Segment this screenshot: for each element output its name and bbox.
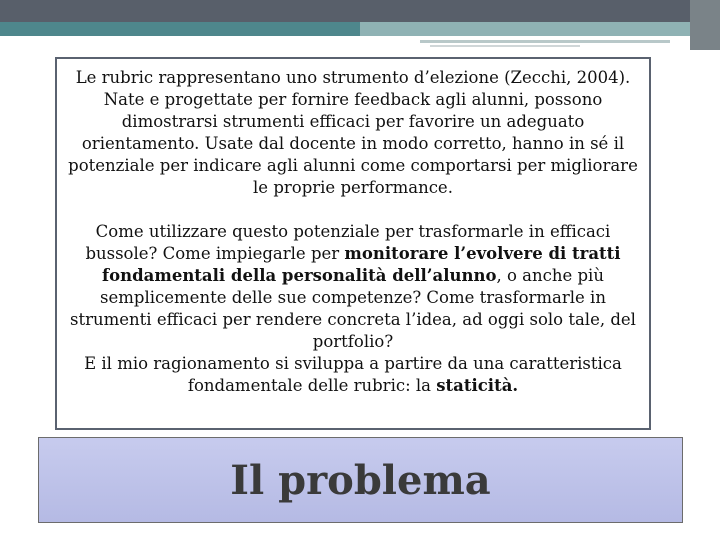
paragraph-conclusion-bold: staticità. — [436, 376, 519, 395]
paragraph-questions-text-2: , o anche più semplicemente delle sue competenze? Come trasformarle in strumenti efficaci per rendere concreta l’idea, ad oggi solo tale, del portfolio? — [70, 266, 636, 351]
paragraph-questions-text-1: Come utilizzare questo potenziale per trasformarle in efficaci bussole? Come impiegarle per — [85, 222, 611, 263]
paragraph-conclusion-text: E il mio ragionamento si sviluppa a partire da una caratteristica fondamentale delle rubric: la — [84, 354, 622, 395]
paragraph-questions-bold: monitorare l’evolvere di tratti fondamentali della personalità dell’alunno — [102, 244, 621, 285]
slide-title: Il problema — [230, 456, 491, 504]
header-bar-teal-light — [360, 22, 720, 36]
header-accent-line-secondary — [430, 45, 580, 47]
slide-title-box — [38, 437, 683, 523]
paragraph-intro: Le rubric rappresentano uno strumento d’elezione (Zecchi, 2004). Nate e progettate per fornire feedback agli alunni, possono dimostrarsi strumenti efficaci per favorire un adeguato orientamento. Usate dal docente in modo corretto, hanno in sé il potenziale per indicare agli alunni come comportarsi per migliorare le proprie performance. — [68, 68, 638, 197]
paragraph-conclusion — [63, 353, 643, 397]
paragraph-questions — [63, 221, 643, 353]
header-accent-line — [420, 40, 670, 43]
slide-text-box — [55, 57, 651, 430]
header-corner-block — [690, 0, 720, 50]
header-bar-dark — [0, 0, 720, 22]
